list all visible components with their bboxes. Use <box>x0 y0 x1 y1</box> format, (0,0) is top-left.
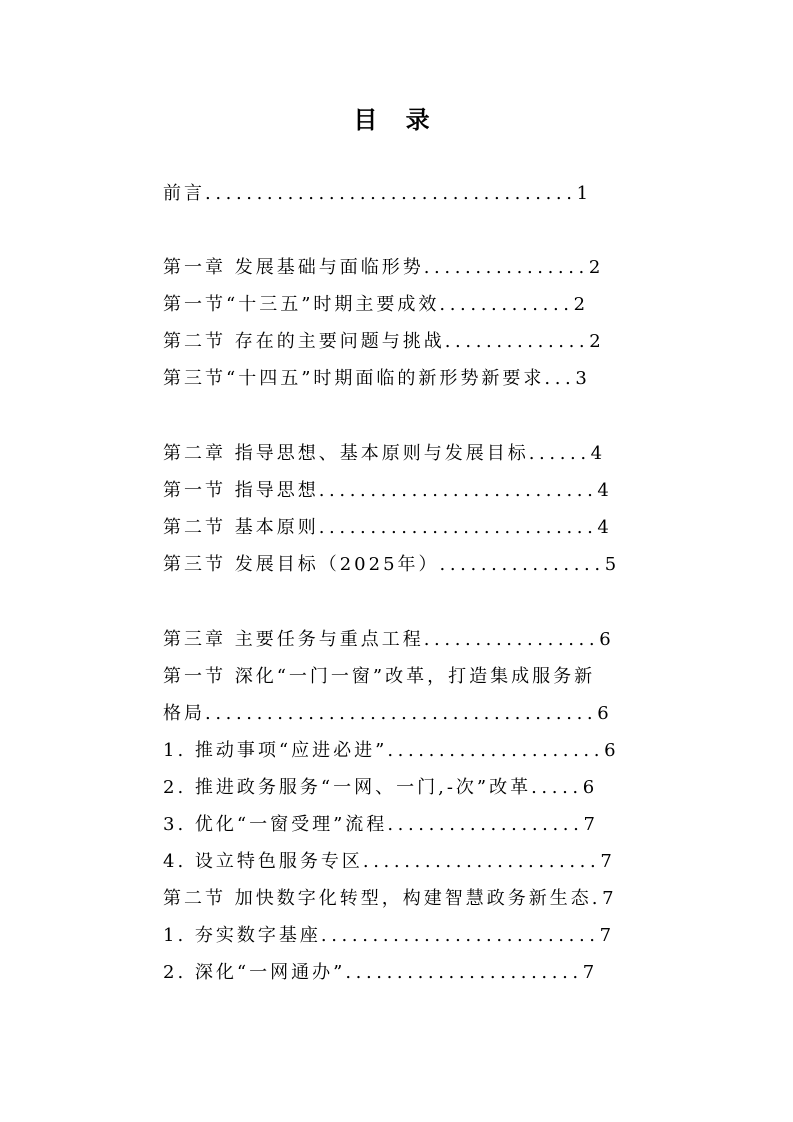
toc-entry[interactable] <box>163 733 623 769</box>
toc-leader: ... <box>544 368 576 389</box>
toc-leader: ................... <box>387 814 584 835</box>
toc-entry[interactable] <box>163 955 623 991</box>
toc-entry-text: 第三节“十四五”时期面临的新形势新要求 <box>163 368 545 389</box>
toc-leader: ..... <box>531 777 583 798</box>
toc-entry[interactable] <box>163 510 623 546</box>
toc-page-number: 7 <box>602 888 614 909</box>
toc-page-number: 6 <box>582 777 595 798</box>
toc-title: 目 录 <box>353 105 440 134</box>
toc-leader: ........................... <box>320 925 600 946</box>
toc-entry-text: 第二章 指导思想、基本原则与发展目标 <box>163 443 529 464</box>
toc-page-number: 2 <box>588 257 601 278</box>
toc-leader: .............. <box>444 331 590 352</box>
toc-page-number: 7 <box>582 962 595 983</box>
toc-page-number: 3 <box>575 368 587 389</box>
toc-page-number: 7 <box>600 851 612 872</box>
toc-entry[interactable] <box>163 844 623 880</box>
toc-entry-text: 第一节 指导思想 <box>163 480 319 501</box>
toc-page-number: 2 <box>573 294 586 315</box>
toc-entry-text: 格局 <box>163 703 205 724</box>
toc-leader: ....................... <box>345 962 583 983</box>
toc-entry-text: 第一节“十三五”时期主要成效 <box>163 294 440 315</box>
toc-leader: ................ <box>439 554 605 575</box>
toc-entry-text: 第三章 主要任务与重点工程 <box>163 629 424 650</box>
toc-leader: ............. <box>439 294 574 315</box>
toc-entry-text: 第三节 发展目标（2025年） <box>163 554 440 575</box>
toc-entry[interactable] <box>163 547 623 583</box>
toc-leader: ...... <box>528 443 591 464</box>
toc-leader: ..................... <box>387 740 605 761</box>
toc-leader: ........................... <box>318 480 598 501</box>
toc-entry[interactable] <box>163 436 623 472</box>
toc-page-number: 6 <box>597 703 609 724</box>
toc-leader: ........................... <box>318 517 598 538</box>
toc-page-number: 6 <box>604 740 616 761</box>
toc-entry-text: 2. 推进政务服务“一网、一门,-次”改革 <box>163 777 532 798</box>
toc-entry[interactable] <box>163 287 623 323</box>
toc-entry[interactable] <box>163 881 623 917</box>
toc-page-number: 4 <box>597 480 609 501</box>
toc-entry-text: 3. 优化“一窗受理”流程 <box>163 814 388 835</box>
toc-page-number: 5 <box>604 554 617 575</box>
toc-entry[interactable] <box>163 473 623 509</box>
toc-entry[interactable] <box>163 918 623 954</box>
toc-entry-text: 1. 推动事项“应进必进” <box>163 740 388 761</box>
toc-entry-text: 第二节 基本原则 <box>163 517 319 538</box>
toc-entry[interactable] <box>163 622 623 658</box>
toc-page-number: 7 <box>583 814 595 835</box>
toc-entry-text: 第一章 发展基础与面临形势 <box>163 257 424 278</box>
toc-leader: . <box>591 888 603 909</box>
toc-entry[interactable] <box>163 324 623 360</box>
toc-page-number: 4 <box>590 443 603 464</box>
toc-entry[interactable] <box>163 361 623 397</box>
toc-entry[interactable] <box>163 659 623 695</box>
toc-entry-text: 4. 设立特色服务专区 <box>163 851 363 872</box>
toc-page-number: 2 <box>589 331 601 352</box>
toc-leader: .................................... <box>205 183 577 204</box>
toc-page-number: 1 <box>576 183 589 204</box>
toc-page-number: 4 <box>597 517 609 538</box>
toc-entry-text: 第一节 深化“一门一窗”改革，打造集成服务新 <box>163 666 596 687</box>
toc-entry-text: 第二节 加快数字化转型，构建智慧政务新生态 <box>163 888 592 909</box>
toc-page-number: 6 <box>599 629 611 650</box>
toc-entry[interactable] <box>163 770 623 806</box>
toc-entry-text: 2. 深化“一网通办” <box>163 962 346 983</box>
toc-entry[interactable] <box>163 807 623 843</box>
toc-leader: ...................................... <box>205 703 598 724</box>
toc-leader: ................. <box>423 629 600 650</box>
toc-entry[interactable] <box>163 696 623 732</box>
toc-entry[interactable] <box>163 176 623 212</box>
toc-entry[interactable] <box>163 250 623 286</box>
toc-leader: ................ <box>423 257 589 278</box>
toc-leader: ....................... <box>362 851 601 872</box>
toc-entry-text: 第二节 存在的主要问题与挑战 <box>163 331 445 352</box>
toc-entry-text: 1. 夯实数字基座 <box>163 925 321 946</box>
toc-page-number: 7 <box>599 925 612 946</box>
toc-entry-text: 前言 <box>163 183 205 204</box>
